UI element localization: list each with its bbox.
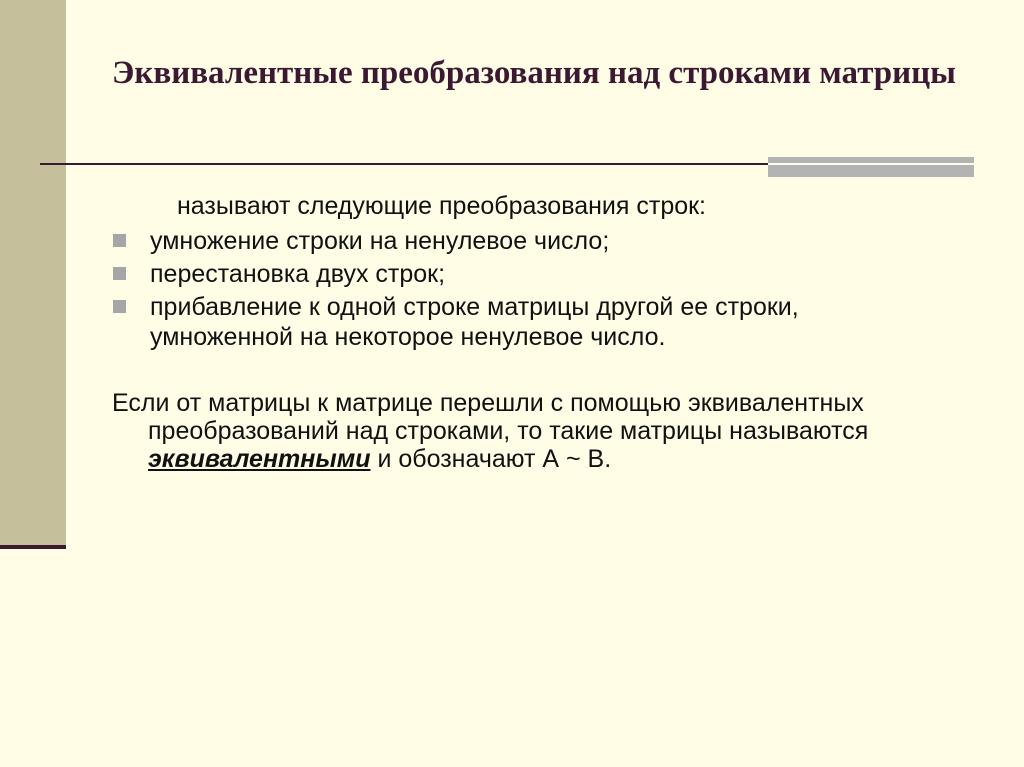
bullet-label: прибавление к одной строке матрицы другой ее строки, умноженной на некоторое ненулевое число. [150,293,799,351]
conclusion-tail: и обозначают А ~ В. [370,445,612,473]
bullet-item [112,226,912,256]
square-bullet-icon [113,300,126,313]
bullet-label: умножение строки на ненулевое число; [150,227,610,255]
emphasized-term: эквивалентными [148,445,371,473]
conclusion-lead: Если от матрицы к матрице перешли с помощью эквивалентных преобразований над строками, то такие матрицы называются [112,389,869,445]
square-bullet-icon [113,234,126,247]
bullet-list [112,226,912,355]
bullet-label: перестановка двух строк; [150,260,446,288]
bullet-item [112,292,912,352]
left-decor-bar [0,0,66,545]
slide-title: Эквивалентные преобразования над строками матрицы [112,55,956,91]
square-bullet-icon [113,267,126,280]
left-decor-bar-underline [0,545,66,549]
bullet-item [112,259,912,289]
title-divider-accent [768,157,974,177]
intro-text: называют следующие преобразования строк: [177,192,707,220]
conclusion-text [112,389,968,473]
